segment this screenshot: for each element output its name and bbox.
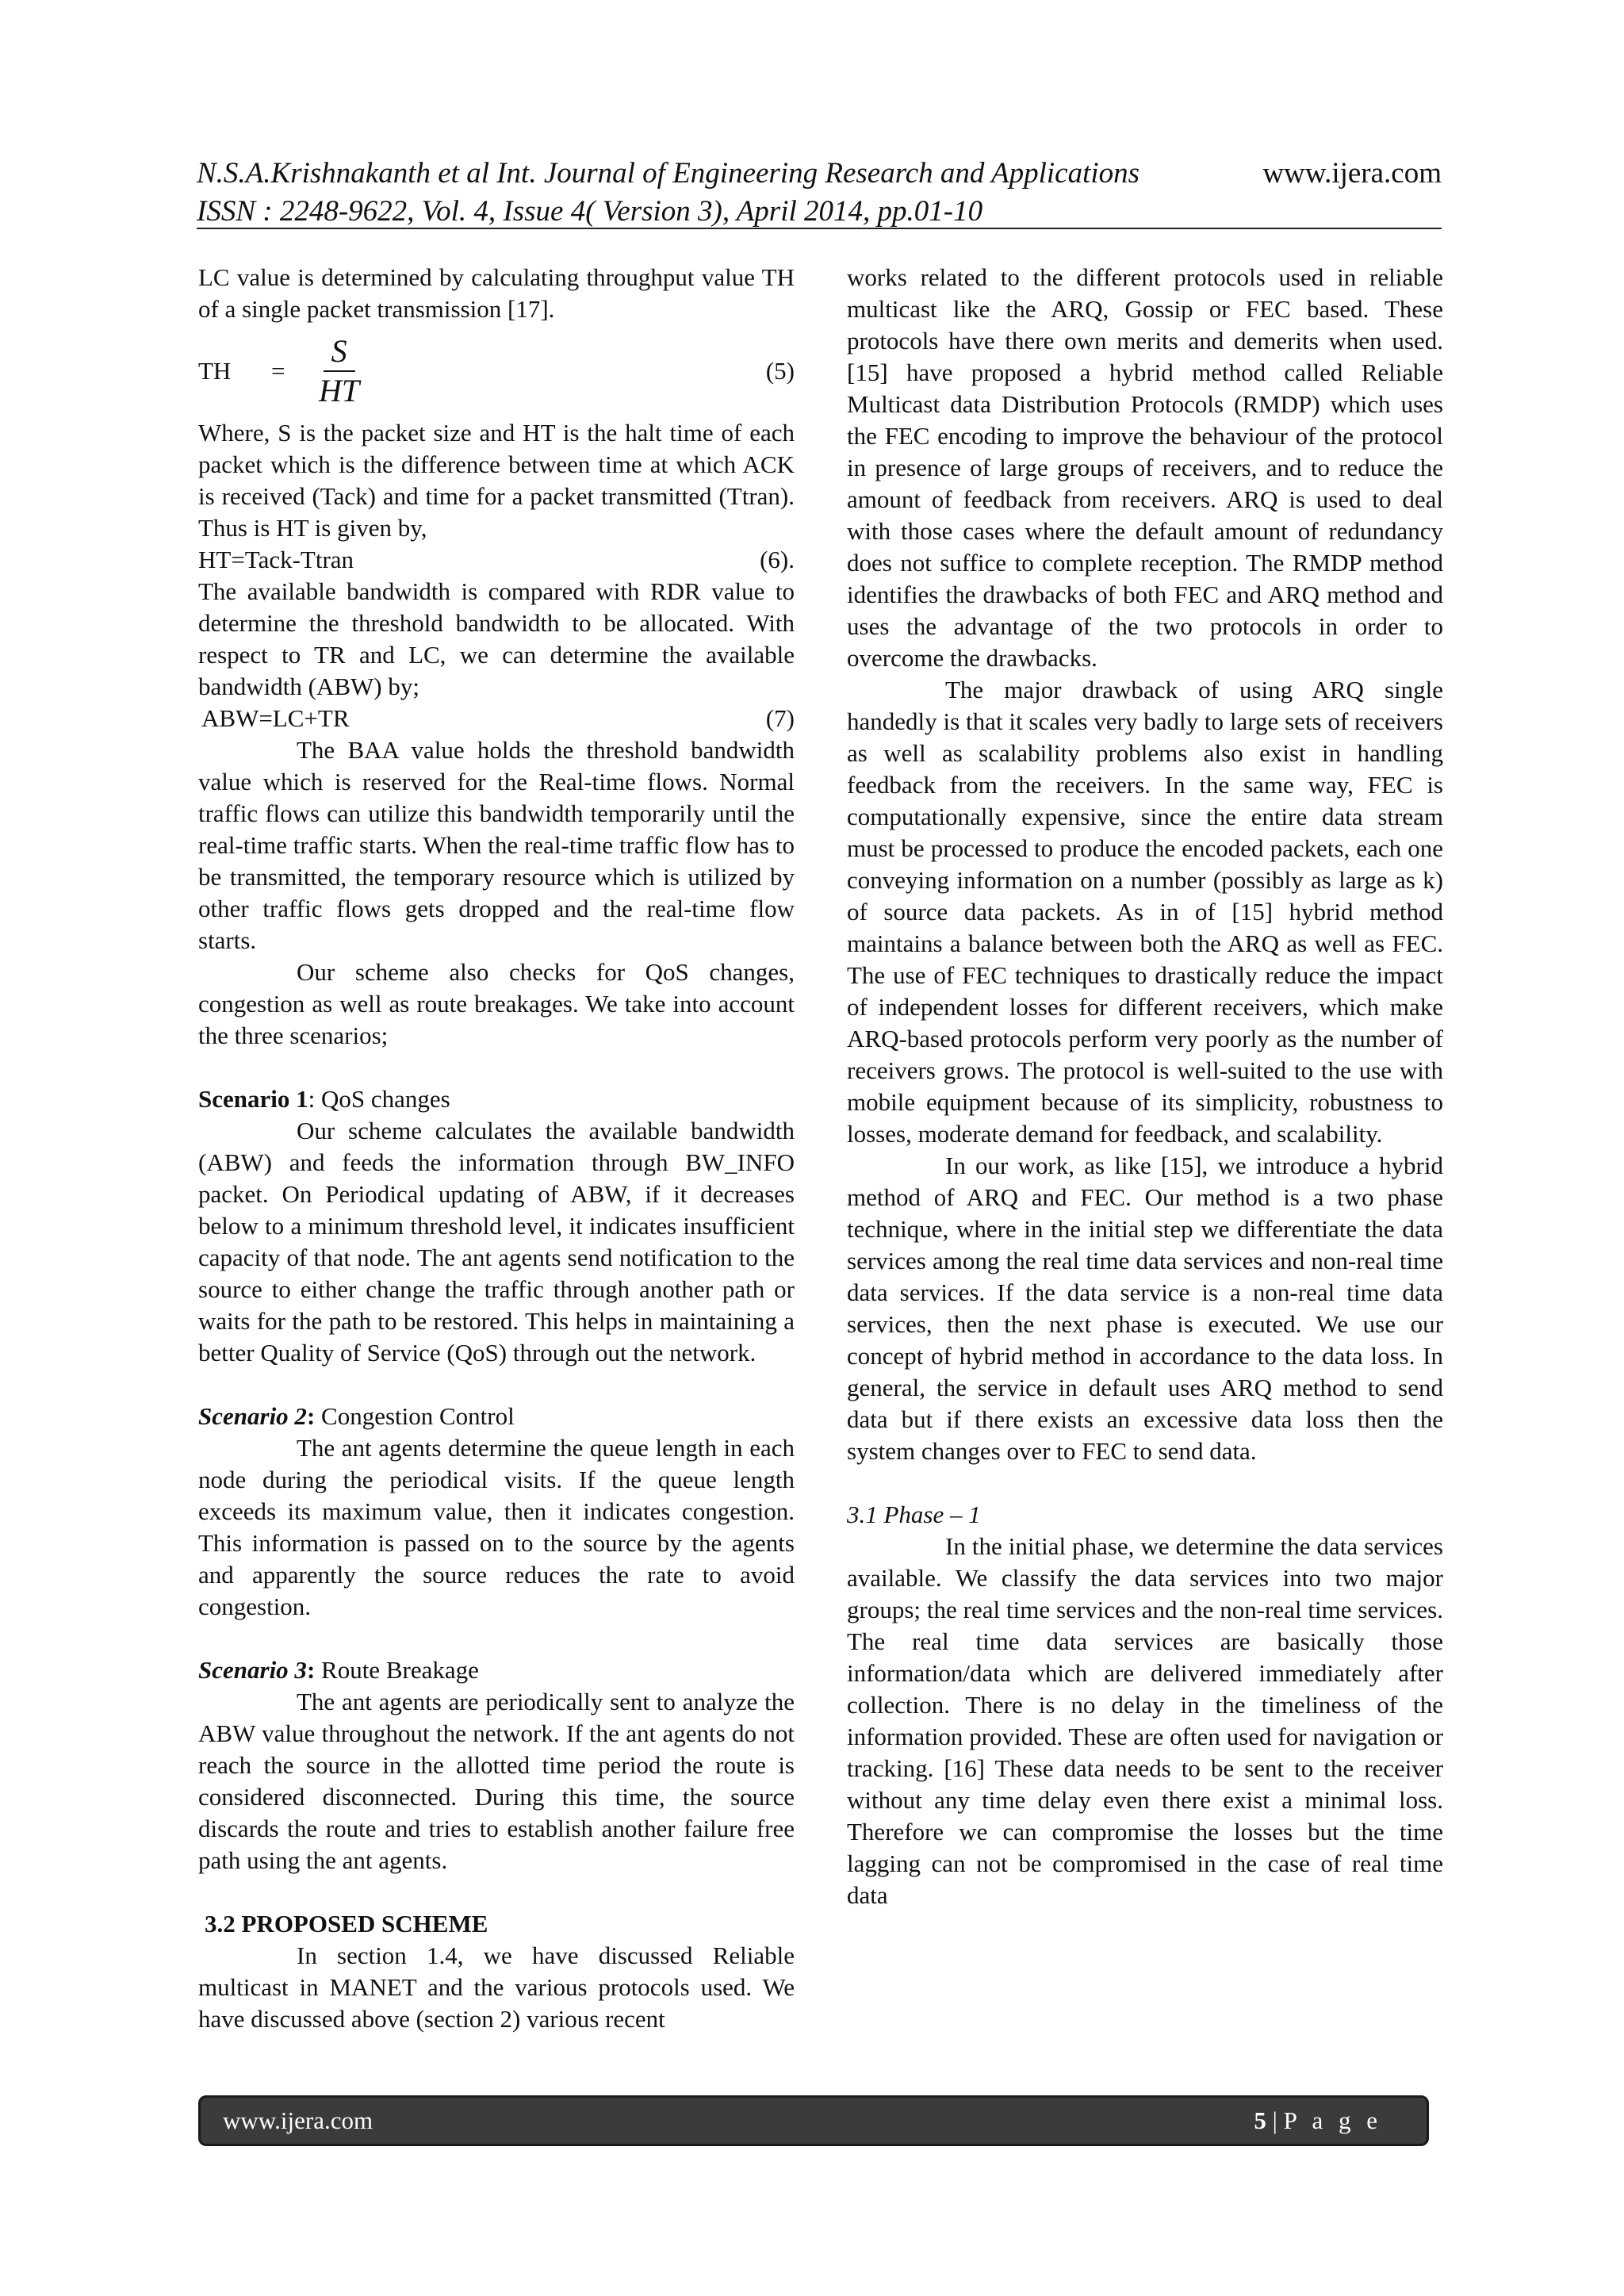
scenario-title: Route Breakage xyxy=(315,1656,479,1684)
page-footer xyxy=(198,2095,1429,2146)
journal-citation: N.S.A.Krishnakanth et al Int. Journal of Engineering Research and Applications xyxy=(197,157,1140,190)
paragraph: The major drawback of using ARQ single handedly is that it scales very badly to large sets of receivers as well as scalability problems also exist in handling feedback from the receivers. In the same way, FEC is computationally expensive, since the entire data stream must be processed to produce the encoded packets, each one conveying information on a number (possibly as large as k) of source data packets. As in of [15] hybrid method maintains a balance between both the ARQ as well as FEC. The use of FEC techniques to drastically reduce the impact of independent losses for different receivers, which make ARQ-based protocols perform very poorly as the number of receivers grows. The protocol is well-suited to the use with mobile equipment because of its simplicity, robustness to losses, moderate demand for feedback, and scalability. xyxy=(847,676,1443,1148)
scenario-1-heading xyxy=(198,1083,795,1115)
scenario-label: Scenario 1 xyxy=(198,1085,308,1113)
page-word: P a g e xyxy=(1283,2106,1382,2134)
scenario-label: Scenario 3 xyxy=(198,1656,307,1684)
page-indicator xyxy=(1254,2106,1382,2135)
equation-6 xyxy=(198,544,795,576)
header-line-1 xyxy=(197,155,1442,193)
equation-5 xyxy=(198,325,795,417)
equation-number: (5) xyxy=(765,357,795,385)
paragraph: Where, S is the packet size and HT is the halt time of each packet which is the difference between time at which ACK is received (Tack) and time for a packet transmitted (Ttran). Thus is HT is given by, xyxy=(198,419,795,542)
equals-sign: = xyxy=(271,357,285,385)
paragraph: In section 1.4, we have discussed Reliable multicast in MANET and the various protocols used. We have discussed above (section 2) various recent xyxy=(198,1941,795,2033)
page-number: 5 xyxy=(1254,2106,1266,2134)
paragraph: The ant agents are periodically sent to analyze the ABW value throughout the network. If the ant agents do not reach the source in the allotted time period the route is considered disconnected. During this time, the source discards the route and tries to establish another failure free path using the ant agents. xyxy=(198,1688,795,1874)
paragraph: Our scheme also checks for QoS changes, congestion as well as route breakages. We take into account the three scenarios; xyxy=(198,958,795,1049)
subsection-heading: 3.1 Phase – 1 xyxy=(847,1501,981,1528)
equation-7 xyxy=(198,703,795,734)
running-header xyxy=(197,155,1442,231)
section-heading: 3.2 PROPOSED SCHEME xyxy=(205,1910,488,1938)
equation-text: ABW=LC+TR xyxy=(201,704,350,732)
scenario-colon: : xyxy=(306,1656,316,1684)
paragraph: In the initial phase, we determine the data services available. We classify the data services into two major groups; the real time services and the non-real time services. The real time data services are basically those information/data which are delivered immediately after collection. There is no delay in the timeliness of the information provided. These are often used for navigation or tracking. [16] These data needs to be sent to the receiver without any time delay even there exist a minimal loss. Therefore we can compromise the losses but the time lagging can not be compromised in the case of real time data xyxy=(847,1532,1443,1909)
issn-line: ISSN : 2248-9622, Vol. 4, Issue 4( Version 3), April 2014, pp.01-10 xyxy=(197,195,983,228)
scenario-title: Congestion Control xyxy=(315,1402,515,1430)
fraction xyxy=(319,332,359,410)
page-separator: | xyxy=(1266,2106,1284,2134)
equation-number: (7) xyxy=(765,704,795,732)
paragraph: The available bandwidth is compared with RDR value to determine the threshold bandwidth to be allocated. With respect to TR and LC, we can determine the available bandwidth (ABW) by; xyxy=(198,577,795,700)
fraction-numerator: S xyxy=(324,332,355,372)
paragraph: The ant agents determine the queue length in each node during the periodical visits. If the queue length exceeds its maximum value, then it indicates congestion. This information is passed on to the source by the agents and apparently the source reduces the rate to avoid congestion. xyxy=(198,1434,795,1620)
header-website: www.ijera.com xyxy=(1262,157,1442,190)
paragraph: LC value is determined by calculating throughput value TH of a single packet transmission [17]. xyxy=(198,263,795,323)
fraction-denominator: HT xyxy=(319,373,360,408)
paragraph: Our scheme calculates the available bandwidth (ABW) and feeds the information through BW_INFO packet. On Periodical updating of ABW, if it decreases below to a minimum threshold level, it indicates insufficient capacity of that node. The ant agents send notification to the source to either change the traffic through another path or waits for the path to be restored. This helps in maintaining a better Quality of Service (QoS) through out the network. xyxy=(198,1117,795,1366)
scenario-label: Scenario 2 xyxy=(198,1402,307,1430)
header-divider xyxy=(197,228,1442,229)
scenario-3-heading xyxy=(198,1654,795,1686)
right-column xyxy=(847,262,1443,1911)
scenario-colon: : xyxy=(306,1402,316,1430)
scenario-2-heading xyxy=(198,1401,795,1432)
paragraph: works related to the different protocols used in reliable multicast like the ARQ, Gossip or FEC based. These protocols have there own merits and demerits when used. [15] have proposed a hybrid method called Reliable Multicast data Distribution Protocols (RMDP) which uses the FEC encoding to improve the behaviour of the protocol in presence of large groups of receivers, and to reduce the amount of feedback from receivers. ARQ is used to deal with those cases where the default amount of redundancy does not suffice to complete reception. The RMDP method identifies the drawbacks of both FEC and ARQ method and uses the advantage of the two protocols in order to overcome the drawbacks. xyxy=(847,263,1443,672)
footer-website: www.ijera.com xyxy=(223,2106,373,2134)
scenario-title: : QoS changes xyxy=(308,1085,450,1113)
paragraph: The BAA value holds the threshold bandwidth value which is reserved for the Real-time flows. Normal traffic flows can utilize this bandwidth temporarily until the real-time traffic starts. When the real-time traffic flow has to be transmitted, the temporary resource which is utilized by other traffic flows gets dropped and the real-time flow starts. xyxy=(198,736,795,954)
equation-label: TH xyxy=(198,357,232,385)
left-column xyxy=(198,262,795,2035)
equation-number: (6). xyxy=(760,546,795,573)
equation-text: HT=Tack-Ttran xyxy=(198,546,354,573)
paragraph: In our work, as like [15], we introduce a hybrid method of ARQ and FEC. Our method is a two phase technique, where in the initial step we differentiate the data services among the real time data services and non-real time data services. If the data service is a non-real time data services, then the next phase is executed. We use our concept of hybrid method in accordance to the data loss. In general, the service in default uses ARQ method to send data but if there exists an excessive data loss then the system changes over to FEC to send data. xyxy=(847,1152,1443,1465)
